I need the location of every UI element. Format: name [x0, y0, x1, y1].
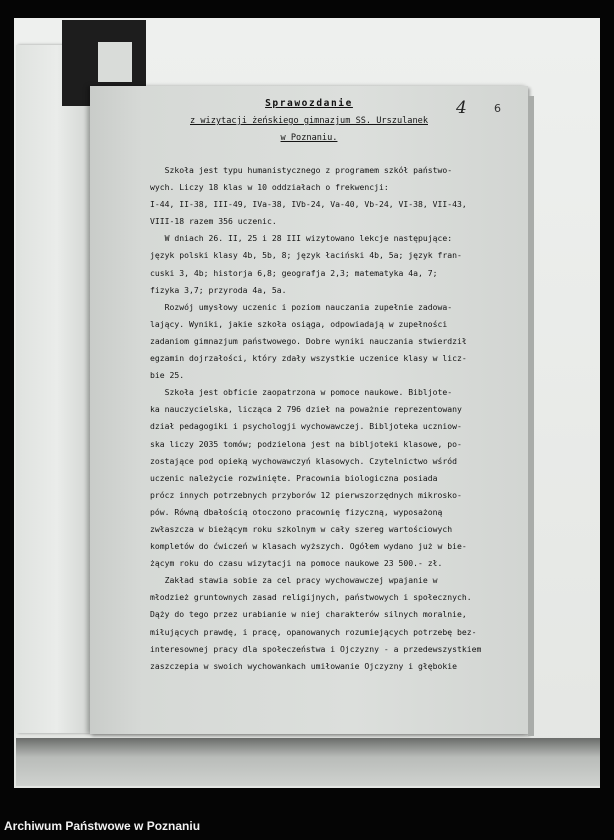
body-line: wych. Liczy 18 klas w 10 oddziałach o frekwencji:	[150, 182, 389, 193]
body-line: kompletów do ćwiczeń w klasach wyższych. Ogółem wydano już w bie-	[150, 541, 467, 552]
body-line: żącym roku do czasu wizytacji na pomoce naukowe 23 500.- zł.	[150, 558, 443, 569]
body-line: zadaniom gimnazjum państwowego. Dobre wyniki nauczania stwierdził	[150, 335, 467, 346]
body-line: Szkoła jest typu humanistycznego z programem szkół państwo-	[150, 165, 453, 175]
paper-corner-fragment	[98, 42, 132, 82]
page-right-edge	[528, 96, 534, 736]
document-subtitle: z wizytacji żeńskiego gimnazjum SS. Urszulanek	[190, 116, 428, 126]
body-line: język polski klasy 4b, 5b, 8; język łaciński 4b, 5a; język fran-	[150, 250, 462, 261]
body-line: pów. Równą dbałością otoczono pracownię fizyczną, wyposażoną	[150, 506, 443, 517]
page-number-small: 6	[494, 102, 501, 115]
body-line: Zakład stawia sobie za cel pracy wychowawczej wpajanie w	[150, 575, 438, 586]
document-place: w Poznaniu.	[280, 133, 338, 143]
body-line: miłujących prawdę, i pracę, opanowanych rozumiejących potrzebę bez-	[150, 626, 477, 637]
body-line: bie 25.	[150, 370, 185, 381]
body-line: VIII-18 razem 356 uczenic.	[150, 216, 277, 227]
body-line: zostające pod opieką wychowawczyń klasowych. Czytelnictwo wśród	[150, 455, 457, 466]
body-line: ska liczy 2035 tomów; podzielona jest na bibljoteki klasowe, po-	[150, 438, 462, 449]
body-line: interesownej pracy dla społeczeństwa i Ojczyzny - a przedewszystkiem	[150, 643, 482, 654]
body-line: zaszczepia w swoich wychowankach umiłowanie Ojczyzny i głębokie	[150, 660, 457, 671]
archive-label: Archiwum Państwowe w Poznaniu	[4, 819, 201, 833]
body-line: młodzież gruntownych zasad religijnych, państwowych i społecznych.	[150, 592, 472, 603]
body-line: I-44, II-38, III-49, IVa-38, IVb-24, Va-40, Vb-24, VI-38, VII-43,	[150, 199, 467, 210]
body-line: Rozwój umysłowy uczenic i poziom nauczania zupełnie zadowa-	[150, 301, 453, 312]
body-line: egzamin dojrzałości, który zdały wszystkie uczenice klasy w licz-	[150, 353, 467, 364]
body-line: zwłaszcza w bieżącym roku szkolnym w cały szereg wartościowych	[150, 523, 453, 534]
body-line: cuski 3, 4b; historja 6,8; geografja 2,3; matematyka 4a, 7;	[150, 267, 438, 278]
body-line: Dąży do tego przez urabianie w niej charakterów silnych moralnie,	[150, 609, 467, 620]
left-paper-strip	[16, 45, 90, 733]
bottom-scan-band	[16, 738, 600, 786]
body-line: prócz innych potrzebnych przyborów 12 pierwszorzędnych mikrosko-	[150, 489, 462, 500]
body-line: lający. Wyniki, jakie szkoła osiąga, odpowiadają w zupełności	[150, 318, 448, 329]
body-line: W dniach 26. II, 25 i 28 III wizytowano lekcje następujące:	[150, 233, 453, 244]
body-line: Szkoła jest obficie zaopatrzona w pomoce naukowe. Bibljote-	[150, 387, 453, 398]
document-title: Sprawozdanie	[265, 98, 353, 109]
body-line: fizyka 3,7; przyroda 4a, 5a.	[150, 284, 287, 295]
body-line: ka nauczycielska, licząca 2 796 dzieł na poważnie reprezentowany	[150, 404, 462, 415]
body-line: dział pedagogiki i psychologji wychowawczej. Bibljoteka uczniow-	[150, 421, 462, 432]
body-line: uczenic należycie rozwinięte. Pracownia biologiczna posiada	[150, 472, 438, 483]
handwritten-page-number: 4	[456, 98, 467, 118]
document-body	[150, 162, 500, 675]
